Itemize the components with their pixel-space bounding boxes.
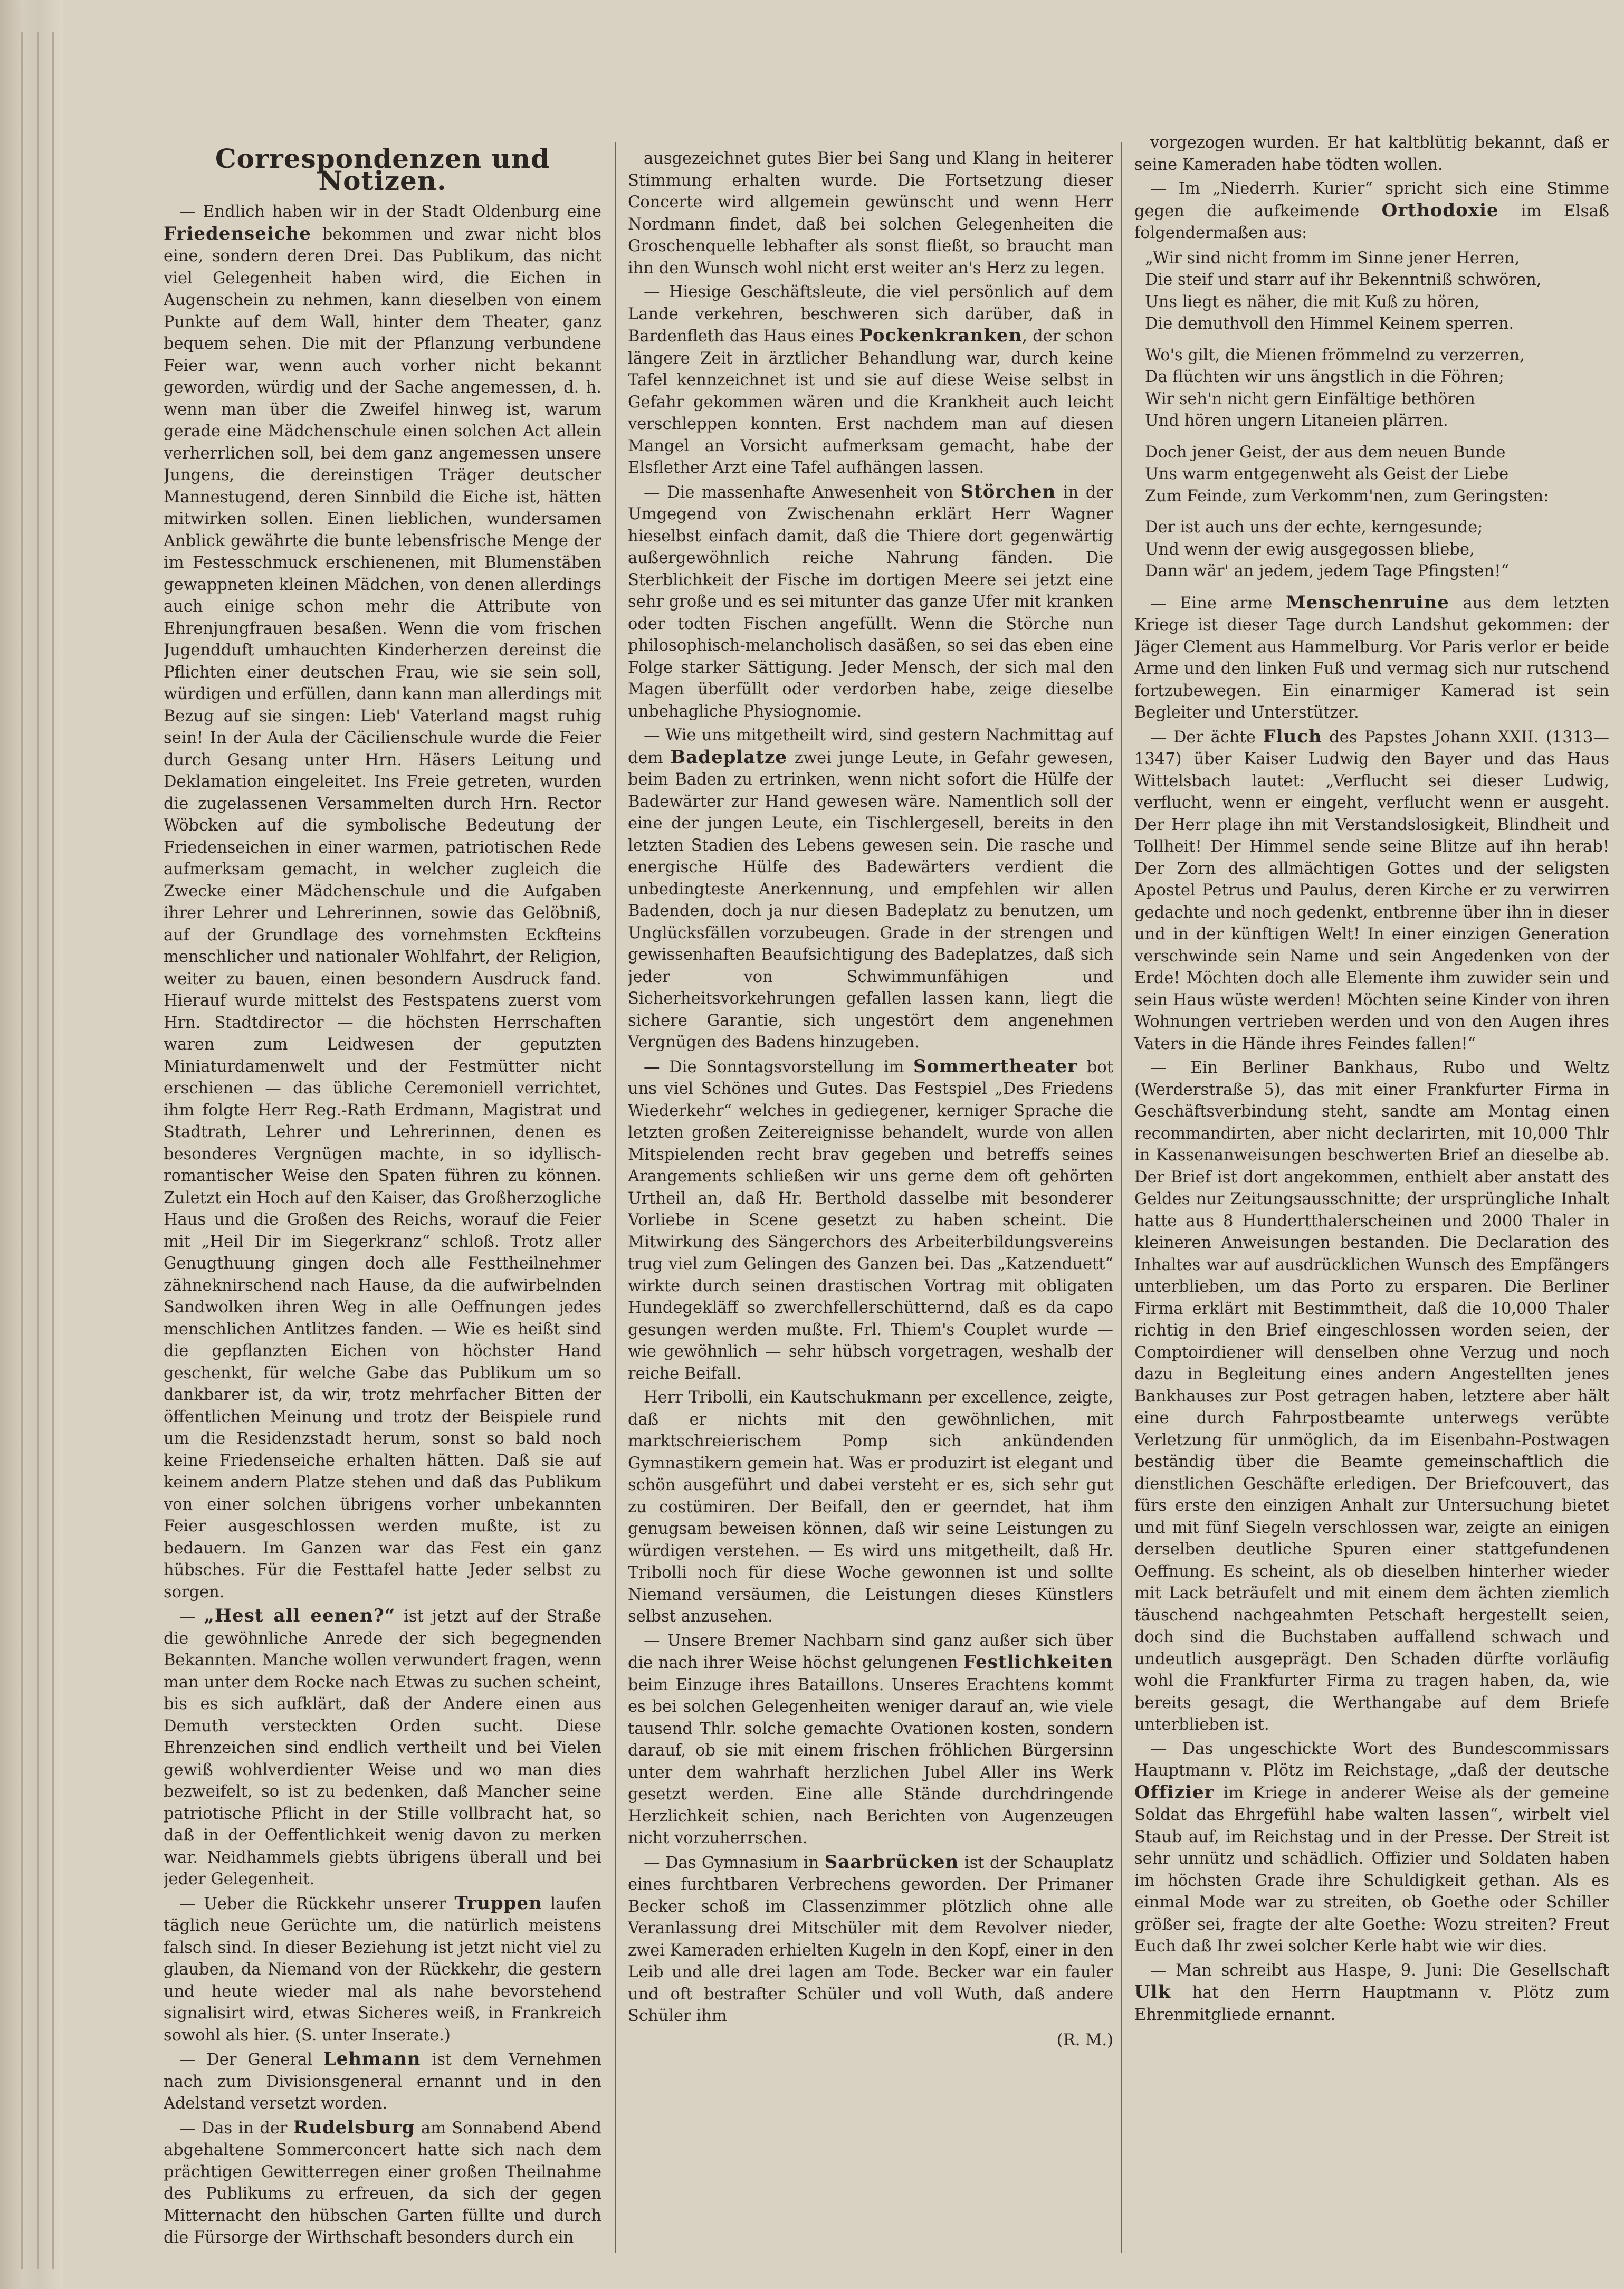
poem-line: Wir seh'n nicht gern Einfältige bethören	[1145, 389, 1475, 408]
poem-line: Und wenn der ewig ausgegossen bliebe,	[1145, 540, 1475, 559]
article-paragraph: — Das ungeschickte Wort des Bundescommissars Hauptmann v. Plötz im Reichstage, „daß der deutsche Offizier im Kriege in anderer Weise als der gemeine Soldat das Ehrgefühl habe walten lassen“, wirbelt viel Staub auf, im Reichstag und in der Presse. Der Streit ist sehr unnütz und schädlich. Offizier und Soldaten haben im höchsten Grade ihre Schuldigkeit gethan. Als es einmal Mode war zu streiten, ob Goethe oder Schiller größer sei, fragte der alte Goethe: Wozu streiten? Freut Euch daß Ihr zwei solcher Kerle habt wie wir dies.	[1134, 1739, 1609, 1956]
article-paragraph: vorgezogen wurden. Er hat kaltblütig bekannt, daß er seine Kameraden habe tödten wollen.	[1134, 133, 1609, 174]
article-paragraph: Herr Tribolli, ein Kautschukmann per excellence, zeigte, daß er nichts mit den gewöhnlichen, mit marktschreierischem Pomp sich ankündenden Gymnastikern gemein hat. Was er produzirt ist elegant und schön ausgeführt und dabei versteht er es, sich sehr gut zu costümiren. Der Beifall, den er geerndet, hat ihm genugsam beweisen können, daß wir seine Leistungen zu würdigen verstehen. — Es wird uns mitgetheilt, daß Hr. Tribolli noch für diese Woche gewonnen ist und sollte Niemand versäumen, die Leistungen dieses Künstlers selbst anzusehen.	[628, 1388, 1113, 1626]
column-2	[628, 148, 1113, 2274]
poem-line: „Wir sind nicht fromm im Sinne jener Herren,	[1145, 249, 1520, 268]
column-3	[1134, 132, 1609, 2258]
article-paragraph: — Hiesige Geschäftsleute, die viel persönlich auf dem Lande verkehren, beschweren sich darüber, daß in Bardenfleth das Haus eines Pockenkranken, der schon längere Zeit in ärztlicher Behandlung war, durch keine Tafel kennzeichnet ist und sie auf diese Weise selbst in Gefahr gekommen wären und die Krankheit auch leicht verschleppen konnten. Erst nachdem man auf diesen Mangel an Vorsicht aufmerksam gemacht, habe der Elsflether Arzt eine Tafel aufhängen lassen.	[628, 283, 1113, 477]
column-1	[164, 148, 601, 2274]
section-title: Correspondenzen und Notizen.	[215, 148, 550, 196]
poem-stanza	[1145, 442, 1609, 508]
article-paragraph: — Wie uns mitgetheilt wird, sind gestern Nachmittag auf dem Badeplatze zwei junge Leute, in Gefahr gewesen, beim Baden zu ertrinken, wenn nicht sofort die Hülfe der Badewärter zur Hand gewesen wäre. Namentlich soll der eine der jungen Leute, ein Tischlergesell, bereits in den letzten Stadien des Lebens gewesen sein. Die rasche und energische Hülfe des Badewärters verdient die unbedingteste Anerkennung, und empfehlen wir allen Badenden, doch ja nur diesen Badeplatz zu benutzen, um Unglücksfällen vorzubeugen. Grade in der strengen und gewissenhaften Beaufsichtigung des Badeplatzes, daß sich jeder von Schwimmunfähigen und Sicherheitsvorkehrungen gefallen lassen kann, liegt die sichere Garantie, sich ungestört dem angenehmen Vergnügen des Badens hinzugeben.	[628, 726, 1113, 1052]
article-paragraph: — „Hest all eenen?“ ist jetzt auf der Straße die gewöhnliche Anrede der sich begegnenden Bekannten. Manche wollen verwundert fragen, wenn man unter dem Rocke nach Etwas zu suchen scheint, bis es sich aufklärt, daß der Andere einen aus Demuth versteckten Orden sucht. Diese Ehrenzeichen sind endlich vertheilt und bei Vielen gewiß wohlverdienter Weise und wo man dies bezweifelt, so ist zu bedenken, daß Mancher seine patriotische Pflicht in der Stille vollbracht hat, so daß in der Oeffentlichkeit wenig davon zu merken war. Neidhammels giebts übrigens überall und bei jeder Gelegenheit.	[164, 1605, 601, 1889]
column-2-signature: (R. M.)	[1056, 2030, 1113, 2049]
poem	[1145, 247, 1609, 583]
article-paragraph: — Ein Berliner Bankhaus, Rubo und Weltz (Werderstraße 5), das mit einer Frankfurter Firma in Geschäftsverbindung steht, sandte am Montag einen recommandirten, aber nicht declarirten, mit 10,000 Thlr in Kassenanweisungen beschwerten Brief an dieselbe ab. Der Brief ist dort angekommen, enthielt aber anstatt des Geldes nur Zeitungsausschnitte; der ursprüngliche Inhalt hatte aus 8 Hundertthalerscheinen und 2000 Thaler in kleineren Anweisungen bestanden. Die Declaration des Inhaltes war auf ausdrücklichen Wunsch des Empfängers unterblieben, um das Porto zu ersparen. Die Berliner Firma erklärt mit Bestimmtheit, daß die 10,000 Thaler richtig in den Brief eingeschlossen worden seien, der Comptoirdiener will denselben ohne Verzug und noch dazu in Begleitung eines andern Angestellten jenes Bankhauses zur Post getragen haben, letztere aber hält eine durch Fahrpostbeamte unterwegs verübte Verletzung für unmöglich, da im Eisenbahn-Postwagen beständig über die Beamte gemeinschaftlich die dienstlichen Geschäfte erledigen. Der Briefcouvert, das fürs erste den einzigen Anhalt zur Untersuchung bietet und mit fünf Siegeln verschlossen war, zeigte an einigen derselben deutliche Spuren einer stattgefundenen Oeffnung. Es scheint, als ob dieselben hinterher wieder mit Lack beträufelt und mit einem dem ächten ziemlich täuschend nachgeahmten Petschaft hergestellt seien, doch sind die Buchstaben auffallend schwach und undeutlich ausgeprägt. Den Schaden dürfte vorläufig wohl die Frankfurter Firma zu tragen haben, da, wie bereits gesagt, die Werthangabe auf dem Briefe unterblieben ist.	[1134, 1058, 1609, 1734]
poem-line: Dann wär' an jedem, jedem Tage Pfingsten!“	[1145, 562, 1510, 580]
poem-line: Zum Feinde, zum Verkomm'nen, zum Geringsten:	[1145, 487, 1549, 506]
article-paragraph: — Endlich haben wir in der Stadt Oldenburg eine Friedenseiche bekommen und zwar nicht blos eine, sondern deren Drei. Das Publikum, das nicht viel Gelegenheit haben wird, die Eichen in Augenschein zu nehmen, kann dieselben von einem Punkte auf dem Wall, hinter dem Theater, ganz bequem sehen. Die mit der Pflanzung verbundene Feier war, wenn auch vorher nicht bekannt geworden, würdig und der Sache angemessen, d. h. wenn man über die Zweifel hinweg ist, warum gerade eine Mädchenschule einen solchen Act allein verherrlichen soll, bei dem ganz angemessen unsere Jungens, die dereinstigen Träger deutscher Mannestugend, deren Sinnbild die Eiche ist, hätten mitwirken sollen. Einen lieblichen, wundersamen Anblick gewährte die bunte lebensfrische Menge der im Festesschmuck erschienenen, mit Blumenstäben gewappneten kleinen Mädchen, von denen allerdings auch einige schon mehr die Attribute von Ehrenjungfrauen besaßen. Wenn die vom frischen Jugendduft umhauchten Kinderherzen dereinst die Pflichten einer deutschen Frau, wie sie sein soll, würdigen und erfüllen, dann kann man allerdings mit Bezug auf sie singen: Lieb' Vaterland magst ruhig sein! In der Aula der Cäcilienschule wurde die Feier durch Gesang unter Hrn. Häsers Leitung und Deklamation eingeleitet. Ins Freie getreten, wurden die zugelassenen Versammelten durch Hrn. Rector Wöbcken auf die symbolische Bedeutung der Friedenseichen in einer warmen, patriotischen Rede aufmerksam gemacht, in welcher zugleich die Zwecke einer Mädchenschule und die Aufgaben ihrer Lehrer und Lehrerinnen, sowie das Gelöbniß, auf der Grundlage des vornehmsten Eckfteins menschlicher und nationaler Wohlfahrt, der Religion, weiter zu bauen, einen besondern Ausdruck fand. Hierauf wurde mittelst des Festspatens zuerst vom Hrn. Stadtdirector — die höchsten Herrschaften waren zum Leidwesen der geputzten Miniaturdamenwelt und der Festmütter nicht erschienen — das übliche Ceremoniell verrichtet, ihm folgte Herr Reg.-Rath Erdmann, Magistrat und Stadtrath, Lehrer und Lehrerinnen, denen es besonderes Vergnügen machte, in so idyllisch-romantischer Weise den Spaten führen zu können. Zuletzt ein Hoch auf den Kaiser, das Großherzogliche Haus und die Großen des Reichs, worauf die Feier mit „Heil Dir im Siegerkranz“ schloß. Trotz aller Genugthuung gingen doch alle Festtheilnehmer zähneknirschend nach Hause, da die aufwirbelnden Sandwolken ihren Weg in alle Oeffnungen jedes menschlichen Antlitzes fanden. — Wie es heißt sind die gepflanzten Eichen von höchster Hand geschenkt, für welche Gabe das Publikum um so dankbarer ist, da wir, trotz mehrfacher Bitten der öffentlichen Meinung und trotz der Beispiele rund um die Residenzstadt herum, sonst so bald noch keine Friedenseiche erhalten hätten. Daß sie auf keinem andern Platze stehen und daß das Publikum von einer solchen übrigens vorher unbekannten Feier ausgeschlossen werden mußte, ist zu bedauern. Im Ganzen war das Fest ein ganz hübsches. Für die Festtafel hatte Jeder selbst zu sorgen.	[164, 203, 601, 1601]
article-paragraph: — Die massenhafte Anwesenheit von Störchen in der Umgegend von Zwischenahn erklärt Herr Wagner hieselbst einfach damit, daß die Thiere dort gegenwärtig außergewöhnlich reiche Nahrung fänden. Die Sterblichkeit der Fische im dortigen Meere sei jetzt eine sehr große und es sei mitunter das ganze Ufer mit kranken oder todten Fischen angefüllt. Wenn die Störche nun philosophisch-melancholisch dasäßen, so sei das eben eine Folge starker Sättigung. Jeder Mensch, der sich mal den Magen überfüllt oder verdorben habe, zeige dieselbe unbehagliche Physiognomie.	[628, 481, 1113, 721]
poem-line: Wo's gilt, die Mienen frömmelnd zu verzerren,	[1145, 346, 1525, 365]
page-edge-line	[37, 32, 39, 2269]
column-rule	[1121, 142, 1122, 2253]
poem-line: Die steif und starr auf ihr Bekenntniß schwören,	[1145, 271, 1542, 289]
column-3-body	[1134, 592, 1609, 2026]
poem-line: Da flüchten wir uns ängstlich in die Föhren;	[1145, 368, 1504, 386]
column-2-body	[628, 148, 1113, 2027]
poem-stanza	[1145, 345, 1609, 432]
article-paragraph: — Das in der Rudelsburg am Sonnabend Abend abgehaltene Sommerconcert hatte sich nach dem prächtigen Gewitterregen einer großen Theilnahme des Publikums zu erfreuen, da sich der gegen Mitternacht den hübschen Garten füllte und durch die Fürsorge der Wirthschaft besonders durch ein	[164, 2116, 601, 2247]
poem-line: Der ist auch uns der echte, kerngesunde;	[1145, 518, 1483, 537]
page-edge-line	[21, 32, 23, 2269]
article-paragraph: ausgezeichnet gutes Bier bei Sang und Klang in heiterer Stimmung erhalten wurde. Die Fortsetzung dieser Concerte wird allgemein gewünscht und wenn Herr Nordmann findet, daß bei solchen Gelegenheiten die Groschenquelle lebhafter als sonst fließt, so braucht man ihn den Wunsch wohl nicht erst weiter an's Herz zu legen.	[628, 149, 1113, 278]
page-edge-line	[52, 32, 54, 2269]
column-rule	[615, 142, 616, 2253]
poem-line: Und hören ungern Litaneien plärren.	[1145, 412, 1448, 430]
article-paragraph: — Man schreibt aus Haspe, 9. Juni: Die Gesellschaft Ulk hat den Herrn Hauptmann v. Plötz zum Ehrenmitgliede ernannt.	[1134, 1961, 1609, 2024]
poem-line: Uns warm entgegenweht als Geist der Liebe	[1145, 465, 1509, 483]
poem-line: Uns liegt es näher, die mit Kuß zu hören,	[1145, 292, 1480, 311]
article-paragraph: — Das Gymnasium in Saarbrücken ist der Schauplatz eines furchtbaren Verbrechens geworden. Der Primaner Becker schoß im Classenzimmer plötzlich ohne alle Veranlassung drei Mitschüler mit dem Revolver nieder, zwei Kameraden erhielten Kugeln in den Kopf, einer in den Leib und alle drei lagen am Tode. Becker war ein fauler und oft bestrafter Schüler und voll Wuth, daß andere Schüler ihm	[628, 1851, 1113, 2025]
article-paragraph: — Der General Lehmann ist dem Vernehmen nach zum Divisionsgeneral ernannt und in den Adelstand versetzt worden.	[164, 2048, 601, 2113]
poem-stanza	[1145, 517, 1609, 583]
column-1-body	[164, 201, 601, 2249]
newspaper-page	[63, 84, 1609, 2274]
page-edge	[0, 0, 63, 2289]
poem-line: Die demuthvoll den Himmel Keinem sperren.	[1145, 314, 1514, 333]
article-paragraph: — Eine arme Menschenruine aus dem letzten Kriege ist dieser Tage durch Landshut gekommen: der Jäger Clement aus Hammelburg. Vor Paris verlor er beide Arme und den linken Fuß und vermag sich nur rutschend fortzubewegen. Ein einarmiger Kamerad ist sein Begleiter und Unterstützer.	[1134, 592, 1609, 722]
column-3-intro	[1134, 132, 1609, 244]
article-paragraph: — Ueber die Rückkehr unserer Truppen laufen täglich neue Gerüchte um, die natürlich meistens falsch sind. In dieser Beziehung ist jetzt nicht viel zu glauben, da Niemand von der Rückkehr, die gestern und heute wieder mal als nahe bevorstehend signalisirt wird, etwas Sicheres weiß, in Frankreich sowohl als hier. (S. unter Inserate.)	[164, 1892, 601, 2045]
article-paragraph: — Der ächte Fluch des Papstes Johann XXII. (1313—1347) über Kaiser Ludwig den Bayer und das Haus Wittelsbach lautet: „Verflucht sei dieser Ludwig, verflucht, wenn er eingeht, verflucht wenn er ausgeht. Der Herr plage ihn mit Verstandslosigkeit, Blindheit und Tollheit! Der Himmel sende seine Blitze auf ihn herab! Der Zorn des allmächtigen Gottes und der seligsten Apostel Petrus und Paulus, deren Kirche er zu verwirren gedachte und noch gedenkt, entbrenne über ihn in dieser und in der künftigen Welt! In einer einzigen Generation verschwinde sein Name und sein Angedenken von der Erde! Möchten doch alle Elemente ihm zuwider sein und sein Haus wüste werden! Möchten seine Kinder von ihren Wohnungen vertrieben werden und von den Augen ihres Vaters in die Hände ihres Feindes fallen!“	[1134, 726, 1609, 1053]
article-paragraph: — Die Sonntagsvorstellung im Sommertheater bot uns viel Schönes und Gutes. Das Festspiel „Des Friedens Wiederkehr“ welches in gediegener, kerniger Sprache die letzten großen Zeitereignisse behandelt, wurde von allen Mitspielenden recht brav gegeben und betreffs seines Arangements schließen wir uns gerne dem oft gehörten Urtheil an, daß Hr. Berthold dasselbe mit besonderer Vorliebe in Scene gesetzt zu haben scheint. Die Mitwirkung des Sängerchors des Arbeiterbildungsvereins trug viel zum Gelingen des Ganzen bei. Das „Katzenduett“ wirkte durch seinen drastischen Vortrag mit obligaten Hundegekläff so zwerchfellerschütternd, daß es da capo gesungen werden mußte. Frl. Thiem's Couplet wurde — wie gewöhnlich — sehr hübsch vorgetragen, weshalb der reiche Beifall.	[628, 1055, 1113, 1383]
article-paragraph: — Unsere Bremer Nachbarn sind ganz außer sich über die nach ihrer Weise höchst gelungenen Festlichkeiten beim Einzuge ihres Bataillons. Unseres Erachtens kommt es bei solchen Gelegenheiten weniger darauf an, wie viele tausend Thlr. solche gemachte Ovationen kosten, sondern darauf, ob sie mit einem frischen fröhlichen Bürgersinn unter dem wahrhaft herzlichen Jubel Aller ins Werk gesetzt werden. Eine alle Stände durchdringende Herzlichkeit schien, nach Berichten von Augenzeugen nicht vorzuherrschen.	[628, 1631, 1113, 1847]
poem-line: Doch jener Geist, der aus dem neuen Bunde	[1145, 443, 1506, 462]
article-paragraph: — Im „Niederrh. Kurier“ spricht sich eine Stimme gegen die aufkeimende Orthodoxie im Elsaß folgendermaßen aus:	[1134, 179, 1609, 242]
poem-stanza	[1145, 247, 1609, 335]
